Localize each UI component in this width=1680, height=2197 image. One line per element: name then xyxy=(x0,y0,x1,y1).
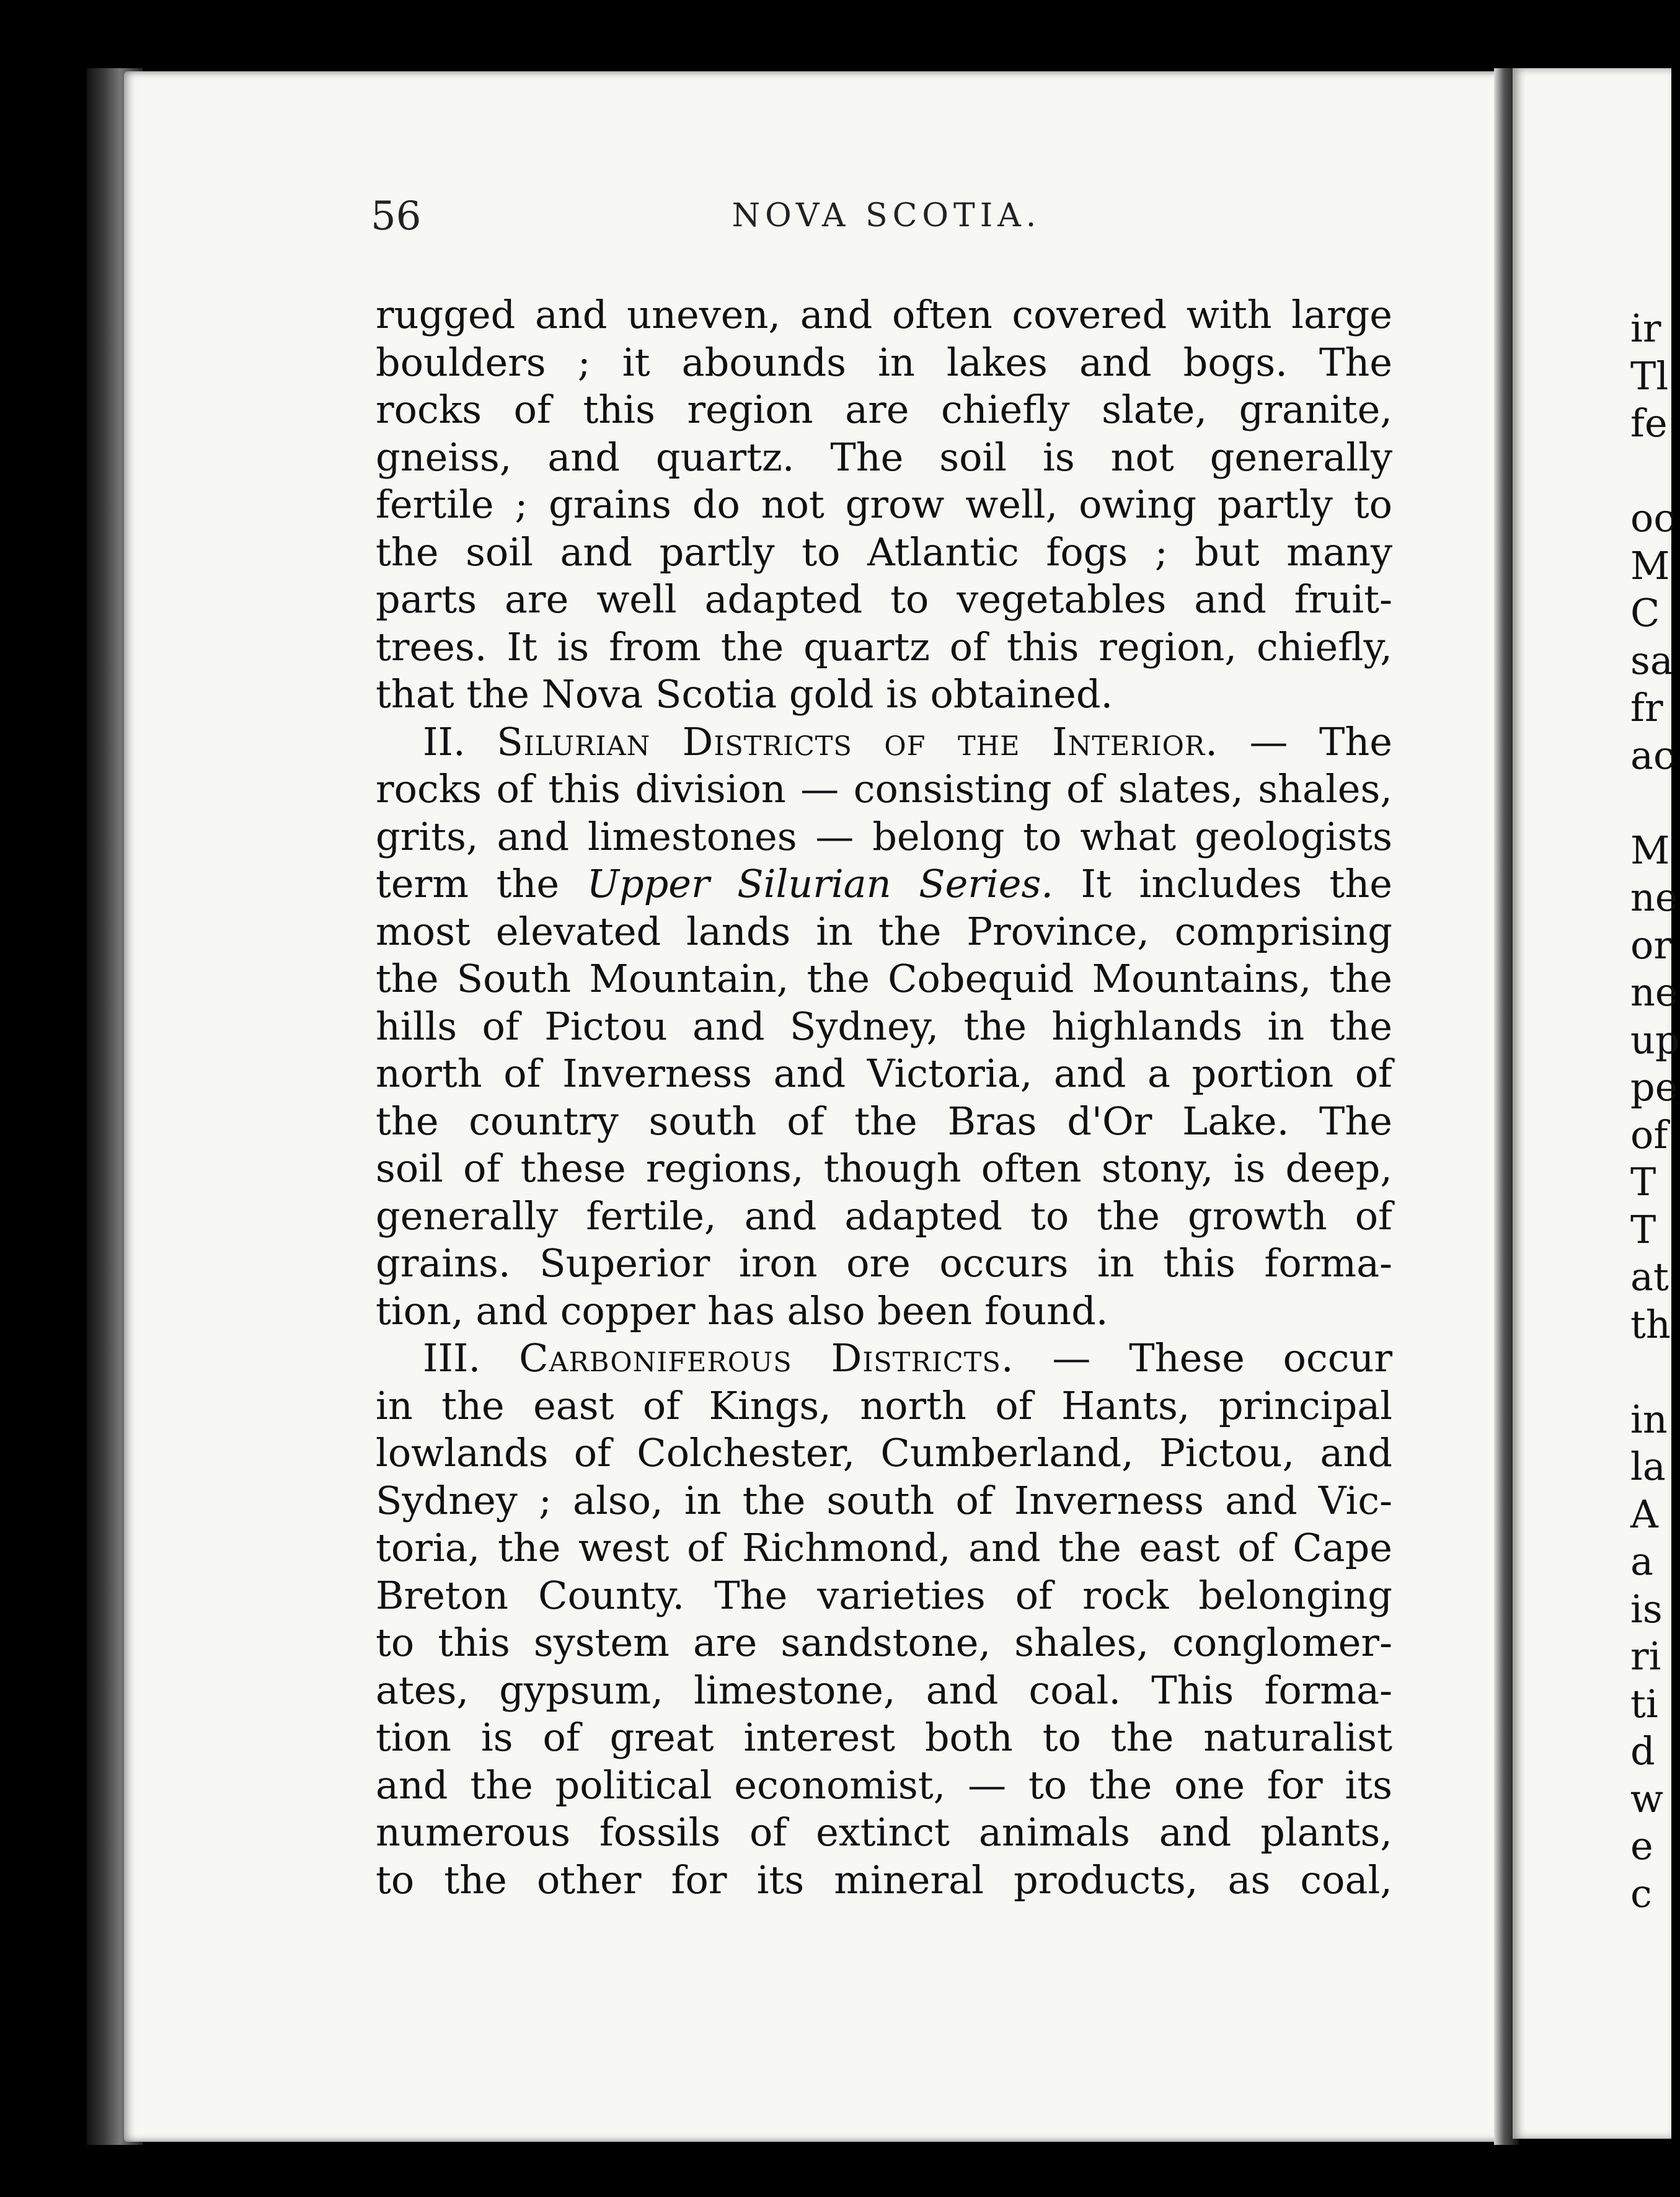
text-line: lowlands of Colchester, Cumberland, Pictou, and xyxy=(376,1430,1392,1475)
facing-page-fragment: sa xyxy=(1630,637,1673,683)
text-line: generally fertile, and adapted to the growth of xyxy=(376,1193,1392,1239)
text-line: the South Mountain, the Cobequid Mountains, the xyxy=(376,956,1392,1001)
text-line: boulders ; it abounds in lakes and bogs. The xyxy=(376,339,1392,385)
text-line xyxy=(376,860,1392,908)
text-line: rocks of this division — consisting of slates, shales, xyxy=(376,766,1392,811)
text-line: tion is of great interest both to the naturalist xyxy=(376,1715,1392,1760)
facing-page-fragment: ne xyxy=(1630,875,1678,920)
running-head: NOVA SCOTIA. xyxy=(732,197,1041,234)
page-number: 56 xyxy=(371,193,422,239)
facing-page-fragment: ne xyxy=(1630,970,1678,1015)
facing-page-fragment: A xyxy=(1630,1491,1658,1537)
text-run: term the xyxy=(376,861,587,906)
facing-page-fragment: ri xyxy=(1630,1633,1661,1679)
text-line: fertile ; grains do not grow well, owing partly to xyxy=(376,482,1392,527)
facing-page-fragment: w xyxy=(1630,1775,1664,1821)
facing-page-fragment: d xyxy=(1630,1728,1655,1774)
facing-page-fragment: T xyxy=(1630,1159,1656,1205)
text-run: It includes the xyxy=(1053,861,1392,906)
italic-term: Upper Silurian Series. xyxy=(586,861,1053,906)
text-line: numerous fossils of extinct animals and plants, xyxy=(376,1810,1392,1855)
facing-page-fragment: M xyxy=(1630,827,1670,873)
text-line: grains. Superior iron ore occurs in this forma- xyxy=(376,1240,1392,1286)
text-line: and the political economist, — to the one for its xyxy=(376,1762,1392,1808)
text-line: Breton County. The varieties of rock belonging xyxy=(376,1572,1392,1618)
text-line: rugged and uneven, and often covered with large xyxy=(376,292,1392,337)
facing-page-fragment: at xyxy=(1630,1254,1669,1299)
text-line: most elevated lands in the Province, comprising xyxy=(376,908,1392,954)
facing-page-fragment: M xyxy=(1630,542,1670,588)
facing-page-fragment: of xyxy=(1630,1112,1668,1157)
facing-page-fragment: la xyxy=(1630,1444,1666,1489)
facing-page-fragment: in xyxy=(1630,1396,1668,1442)
text-line: gneiss, and quartz. The soil is not generally xyxy=(376,434,1392,480)
text-line xyxy=(376,1335,1392,1382)
facing-page-fragment: a xyxy=(1630,1539,1653,1584)
facing-page-fragment: th xyxy=(1630,1301,1671,1347)
facing-page-fragment: Tl xyxy=(1630,353,1669,399)
right-page-edge xyxy=(1513,68,1680,2139)
text-line xyxy=(376,718,1392,766)
text-line: soil of these regions, though often stony, is deep, xyxy=(376,1146,1392,1191)
section-heading: Silurian Districts of the Interior. xyxy=(497,718,1218,764)
text-run: II. xyxy=(423,718,497,764)
facing-page-fragment: fr xyxy=(1630,685,1663,730)
text-line: rocks of this region are chiefly slate, granite, xyxy=(376,387,1392,432)
facing-page-fragment: pe xyxy=(1630,1064,1678,1110)
text-line: grits, and limestones — belong to what geologists xyxy=(376,813,1392,859)
facing-page-fragment: up xyxy=(1630,1017,1680,1063)
facing-page-fragment: T xyxy=(1630,1206,1656,1252)
facing-page-fragment: is xyxy=(1630,1586,1663,1632)
text-line: to the other for its mineral products, as coal, xyxy=(376,1857,1392,1903)
text-run: III. xyxy=(423,1335,519,1381)
facing-page-fragment: ti xyxy=(1630,1681,1658,1726)
facing-page-fragment: e xyxy=(1630,1823,1653,1868)
section-heading: Carboniferous Districts. xyxy=(519,1335,1014,1381)
text-line: trees. It is from the quartz of this region, chiefly, xyxy=(376,624,1392,670)
text-line: parts are well adapted to vegetables and fruit- xyxy=(376,577,1392,622)
facing-page-fragment: C xyxy=(1630,590,1660,635)
text-line: to this system are sandstone, shales, conglomer- xyxy=(376,1620,1392,1665)
text-line: toria, the west of Richmond, and the east of Cape xyxy=(376,1525,1392,1570)
text-line: tion, and copper has also been found. xyxy=(376,1288,1108,1333)
facing-page-fragment: ir xyxy=(1630,306,1661,351)
facing-page-fragment: c xyxy=(1630,1870,1652,1916)
facing-page-fragment: fe xyxy=(1630,400,1668,446)
body-text xyxy=(376,291,1392,1904)
text-line: that the Nova Scotia gold is obtained. xyxy=(376,671,1113,717)
text-line: hills of Pictou and Sydney, the highlands in the xyxy=(376,1003,1392,1049)
text-line: north of Inverness and Victoria, and a portion of xyxy=(376,1051,1392,1096)
text-line: the soil and partly to Atlantic fogs ; but many xyxy=(376,529,1392,575)
facing-page-fragment: or xyxy=(1630,922,1672,968)
facing-page-fragment: oc xyxy=(1630,495,1676,541)
text-run: — The xyxy=(1218,718,1392,764)
text-line: in the east of Kings, north of Hants, principal xyxy=(376,1382,1392,1428)
text-run: — These occur xyxy=(1014,1335,1393,1381)
text-line: Sydney ; also, in the south of Inverness and Vic- xyxy=(376,1477,1392,1523)
facing-page-fragment: ac xyxy=(1630,732,1675,778)
text-line: the country south of the Bras d'Or Lake. The xyxy=(376,1098,1392,1144)
text-line: ates, gypsum, limestone, and coal. This forma- xyxy=(376,1667,1392,1713)
